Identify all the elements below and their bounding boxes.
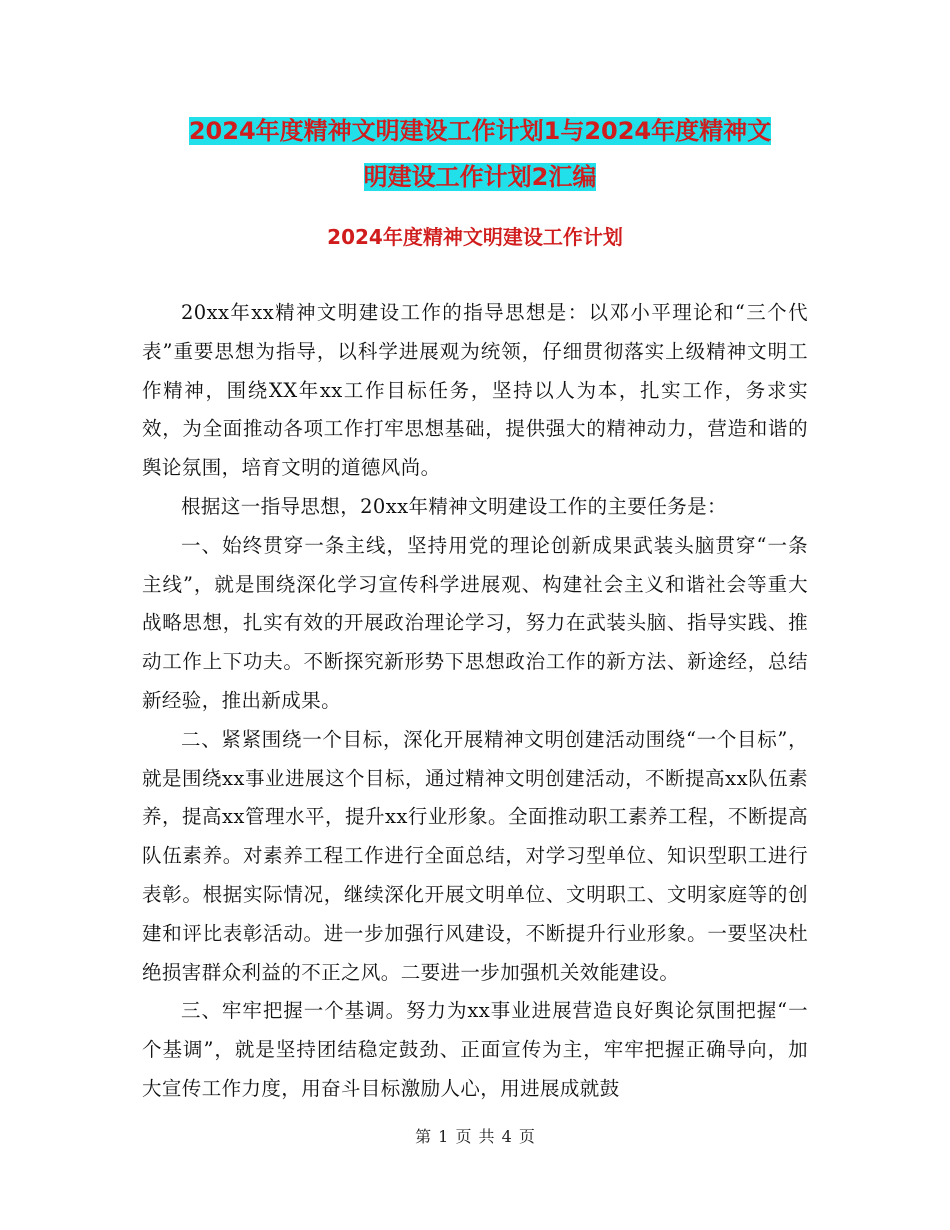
document-title-line-1: 2024年度精神文明建设工作计划1与2024年度精神文: [188, 117, 772, 145]
paragraph-main-tasks-intro: 根据这一指导思想，20xx年精神文明建设工作的主要任务是：: [181, 494, 727, 518]
document-title-line-2: 明建设工作计划2汇编: [363, 163, 597, 191]
document-body: [142, 294, 808, 1109]
page-number-footer: 第 1 页 共 4 页: [415, 1127, 535, 1146]
section-title: 2024年度精神文明建设工作计划: [327, 225, 623, 249]
paragraph-task-one: 一、始终贯穿一条主线，坚持用党的理论创新成果武装头脑贯穿“一条主线”，就是围绕深化学习宣传科学进展观、构建社会主义和谐社会等重大战略思想，扎实有效的开展政治理论学习，努力在武装头脑、指导实践、推动工作上下功夫。不断探究新形势下思想政治工作的新方法、新途经，总结新经验，推出新成果。: [142, 533, 808, 712]
paragraph-task-three: 三、牢牢把握一个基调。努力为xx事业进展营造良好舆论氛围把握“一个基调”，就是坚持团结稳定鼓劲、正面宣传为主，牢牢把握正确导向，加大宣传工作力度，用奋斗目标激励人心，用进展成就鼓: [142, 999, 808, 1100]
paragraph-guiding-ideology: 20xx年xx精神文明建设工作的指导思想是：以邓小平理论和“三个代表”重要思想为指导，以科学进展观为统领，仔细贯彻落实上级精神文明工作精神，围绕XX年xx工作目标任务，坚持以人为本，扎实工作，务求实效，为全面推动各项工作打牢思想基础，提供强大的精神动力，营造和谐的舆论氛围，培育文明的道德风尚。: [142, 301, 808, 480]
paragraph-task-two: 二、紧紧围绕一个目标，深化开展精神文明创建活动围绕“一个目标”，就是围绕xx事业进展这个目标，通过精神文明创建活动，不断提高xx队伍素养，提高xx管理水平，提升xx行业形象。全面推动职工素养工程，不断提高队伍素养。对素养工程工作进行全面总结，对学习型单位、知识型职工进行表彰。根据实际情况，继续深化开展文明单位、文明职工、文明家庭等的创建和评比表彰活动。进一步加强行风建设，不断提升行业形象。一要坚决杜绝损害群众利益的不正之风。二要进一步加强机关效能建设。: [142, 727, 808, 984]
document-title: [130, 108, 830, 200]
